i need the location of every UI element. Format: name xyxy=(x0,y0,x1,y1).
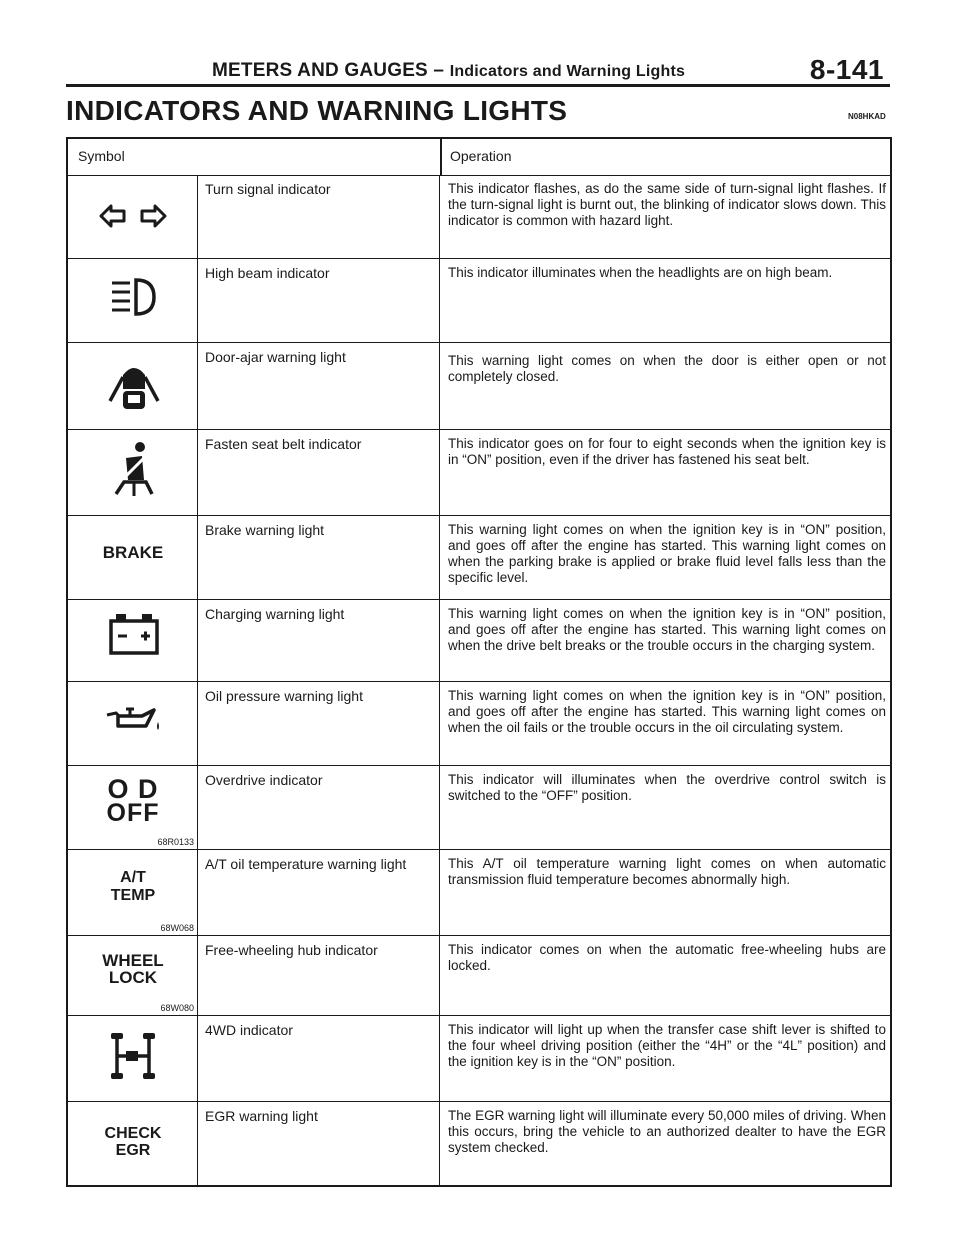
check-symbol-text: CHECK xyxy=(104,1125,162,1142)
operation-text: This indicator illuminates when the headlights are on high beam. xyxy=(448,265,833,280)
section-heading xyxy=(212,60,685,82)
indicator-name: Brake warning light xyxy=(205,522,325,538)
brake-symbol-text: BRAKE xyxy=(102,543,164,562)
table-row xyxy=(68,259,890,343)
battery-icon xyxy=(108,612,160,656)
operation-text: This indicator comes on when the automatic free-wheeling hubs are locked. xyxy=(448,942,886,973)
operation-text: This indicator will light up when the transfer case shift lever is shifted to the four wheel driving position (either the “4H” or the “4L” position) and the ignition key is in the “ON” position. xyxy=(448,1022,886,1069)
symbol-cell xyxy=(68,430,198,515)
operation-cell xyxy=(440,259,892,342)
operation-cell xyxy=(440,936,892,1015)
od-symbol-text: O D xyxy=(107,774,159,804)
operation-text: This indicator flashes, as do the same side of turn-signal light flashes. If the turn-signal light is burnt out, the blinking of indicator slows down. This indicator is common with hazard light. xyxy=(448,181,886,228)
turn-signal-arrows-icon xyxy=(98,203,168,229)
symbol-cell xyxy=(68,936,198,1015)
operation-cell xyxy=(440,1102,892,1185)
page-title: INDICATORS AND WARNING LIGHTS xyxy=(66,95,568,126)
operation-text: This warning light comes on when the ignition key is in “ON” position, and goes off after the engine has started. This warning light comes on when the oil fails or the trouble occurs in the oil circulating system. xyxy=(448,688,886,735)
name-cell xyxy=(198,600,440,681)
name-cell xyxy=(198,936,440,1015)
name-cell xyxy=(198,175,440,258)
operation-text: This warning light comes on when the ignition key is in “ON” position, and goes off after the engine has started. This warning light comes on when the parking brake is applied or brake fluid level falls less than the specific level. xyxy=(448,522,886,585)
operation-text: The EGR warning light will illuminate every 50,000 miles of driving. When this occurs, bring the vehicle to an authorized dealter to have the EGR system checked. xyxy=(448,1108,886,1155)
symbol-cell xyxy=(68,766,198,849)
operation-cell xyxy=(440,175,892,258)
operation-text: This indicator will illuminates when the overdrive control switch is switched to the “OFF” position. xyxy=(448,772,886,803)
operation-text: This A/T oil temperature warning light comes on when automatic transmission fluid temperature becomes abnormally high. xyxy=(448,856,886,887)
figure-code: 68R0133 xyxy=(157,837,194,847)
table-row xyxy=(68,682,890,766)
document-code: N08HKAD xyxy=(848,112,886,121)
operation-cell xyxy=(440,343,892,429)
column-header-symbol: Symbol xyxy=(78,148,125,164)
heading-dash: – xyxy=(433,60,445,81)
egr-symbol-text: EGR xyxy=(115,1142,151,1159)
name-cell xyxy=(198,516,440,599)
table-row xyxy=(68,766,890,850)
at-symbol-text: A/T xyxy=(120,869,146,886)
table-row xyxy=(68,936,890,1016)
indicator-name: EGR warning light xyxy=(205,1108,318,1124)
symbol-cell xyxy=(68,1102,198,1185)
symbol-cell xyxy=(68,850,198,935)
temp-symbol-text: TEMP xyxy=(110,887,156,904)
indicator-name: Charging warning light xyxy=(205,606,345,622)
name-cell xyxy=(198,430,440,515)
indicator-name: Oil pressure warning light xyxy=(205,688,363,704)
symbol-cell xyxy=(68,343,198,429)
column-header-operation: Operation xyxy=(450,148,512,164)
indicator-name: 4WD indicator xyxy=(205,1022,293,1038)
figure-code: 68W080 xyxy=(160,1003,194,1013)
off-symbol-text: OFF xyxy=(106,799,160,827)
header-divider xyxy=(440,139,442,175)
indicator-name: Fasten seat belt indicator xyxy=(205,436,362,452)
operation-text: This indicator goes on for four to eight seconds when the ignition key is in “ON” position, even if the driver has fastened his seat belt. xyxy=(448,436,886,467)
name-cell xyxy=(198,766,440,849)
4wd-drivetrain-icon xyxy=(108,1030,158,1082)
symbol-cell xyxy=(68,175,198,258)
figure-code: 68W068 xyxy=(160,923,194,933)
operation-cell xyxy=(440,766,892,849)
oil-can-icon xyxy=(104,706,164,734)
name-cell xyxy=(198,1102,440,1185)
indicator-name: A/T oil temperature warning light xyxy=(205,856,407,872)
symbol-cell xyxy=(68,516,198,599)
page-header xyxy=(66,52,890,87)
name-cell xyxy=(198,1016,440,1101)
name-cell xyxy=(198,259,440,342)
table-row xyxy=(68,1102,890,1185)
operation-cell xyxy=(440,516,892,599)
seat-belt-icon xyxy=(112,440,156,498)
name-cell xyxy=(198,343,440,429)
operation-cell xyxy=(440,1016,892,1101)
indicator-name: High beam indicator xyxy=(205,265,330,281)
indicator-name: Free-wheeling hub indicator xyxy=(205,942,378,958)
symbol-cell xyxy=(68,1016,198,1101)
table-header xyxy=(68,139,890,176)
operation-cell xyxy=(440,850,892,935)
operation-text: This warning light comes on when the door is either open or not completely closed. xyxy=(448,353,886,384)
symbol-cell xyxy=(68,600,198,681)
table-row xyxy=(68,175,890,259)
table-row xyxy=(68,1016,890,1102)
table-row xyxy=(68,600,890,682)
table-row xyxy=(68,516,890,600)
indicator-name: Turn signal indicator xyxy=(205,181,331,197)
lock-symbol-text: LOCK xyxy=(108,968,158,987)
name-cell xyxy=(198,682,440,765)
door-ajar-icon xyxy=(104,353,164,415)
operation-cell xyxy=(440,682,892,765)
table-row xyxy=(68,343,890,430)
symbol-cell xyxy=(68,259,198,342)
name-cell xyxy=(198,850,440,935)
operation-cell xyxy=(440,430,892,515)
section-title: METERS AND GAUGES xyxy=(212,60,428,81)
operation-text: This warning light comes on when the ignition key is in “ON” position, and goes off after the engine has started. This warning light comes on when the drive belt breaks or the trouble occurs in the charging system. xyxy=(448,606,886,653)
symbol-cell xyxy=(68,682,198,765)
subsection-title: Indicators and Warning Lights xyxy=(449,63,686,80)
indicator-name: Door-ajar warning light xyxy=(205,349,346,365)
indicator-name: Overdrive indicator xyxy=(205,772,323,788)
indicators-table xyxy=(66,137,892,1187)
table-row xyxy=(68,850,890,936)
page-number: 8-141 xyxy=(809,54,884,85)
high-beam-icon xyxy=(110,275,158,319)
wheel-symbol-text: WHEEL xyxy=(102,951,164,970)
table-row xyxy=(68,430,890,516)
operation-cell xyxy=(440,600,892,681)
